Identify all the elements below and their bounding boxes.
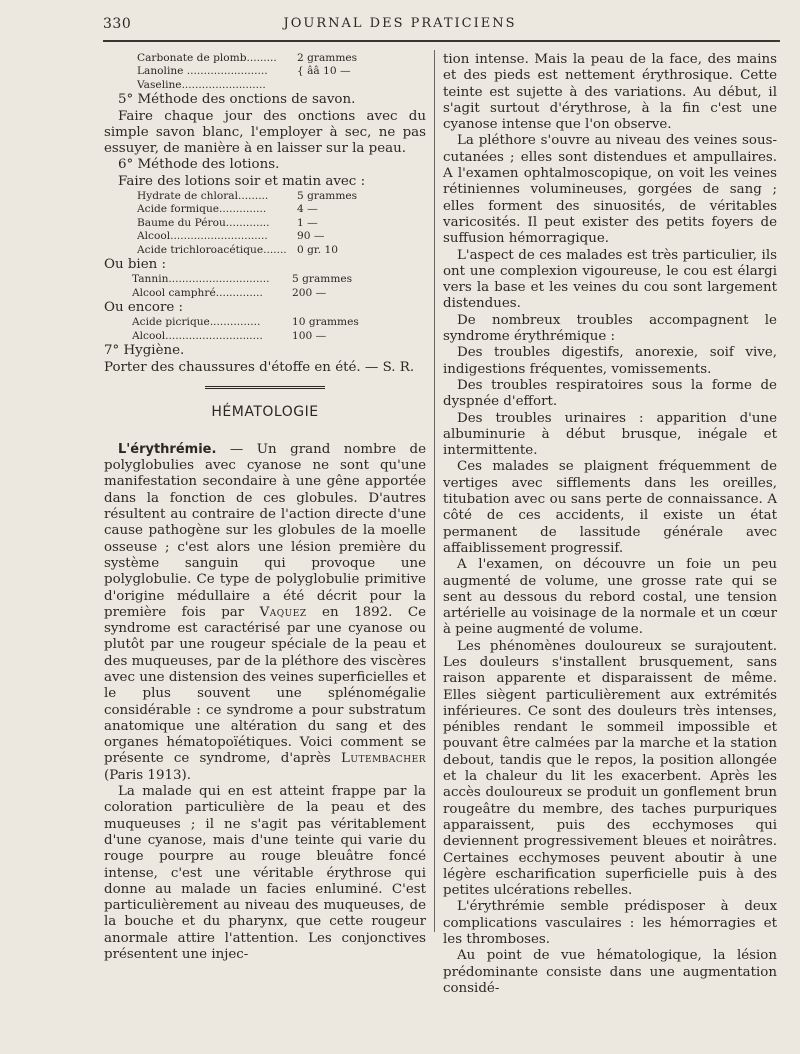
section-divider: [205, 386, 325, 390]
erythremie-paragraph: [104, 442, 426, 784]
quantity: 2 grammes: [297, 52, 358, 64]
author-name: Vaquez: [259, 604, 307, 620]
paragraph: Des troubles respiratoires sous la forme de dyspnée d'effort.: [443, 377, 777, 410]
paragraph: Ces malades se plaignent fréquemment de vertiges avec sifflements dans les oreilles, titubation avec ou sans perte de connaissance. A côté de ces accidents, il existe un état permanent de lassitude générale avec affaiblissement progressif.: [443, 459, 777, 556]
quantity: { ââ 10 —: [297, 65, 351, 78]
ingredient: Alcool.............................: [137, 230, 268, 243]
right-column: [443, 52, 777, 997]
paragraph: L'aspect de ces malades est très particulier, ils ont une complexion vigoureuse, le cou est élargi vers la base et les veines du cou sont largement distendues.: [443, 247, 777, 312]
recipe-row: [137, 190, 426, 203]
recipe-row: [137, 52, 426, 65]
quantity: 1 —: [297, 216, 318, 229]
running-title: JOURNAL DES PRATICIENS: [283, 16, 517, 31]
method5-title: 5° Méthode des onctions de savon.: [118, 92, 356, 108]
quantity: 10 grammes: [292, 316, 359, 329]
quantity: 5 grammes: [292, 273, 353, 286]
page-number: 330: [103, 16, 132, 32]
method6-intro: Faire des lotions soir et matin avec :: [118, 173, 366, 189]
paragraph: Au point de vue hématologique, la lésion prédominante consiste dans une augmentation considé-: [443, 948, 777, 996]
ou-bien: Ou bien :: [104, 257, 167, 273]
recipe-row: [137, 79, 426, 92]
section-title: HÉMATOLOGIE: [211, 403, 319, 420]
recipe-ointment: [104, 52, 426, 92]
paragraph-text: en 1892. Ce syndrome est caractérisé par une cyanose ou plutôt par une rougeur spéciale de la peau et des muqueuses, par de la pléthore des viscères avec une distension des veines superficielles et le plus souvent une splénomégalie considérable : ce syndrome a pour substratum anatomique une altération du sang et des organes hématopoïétiques. Voici comment se présente ce syndrome, d'après: [104, 604, 427, 767]
paragraph: tion intense. Mais la peau de la face, des mains et des pieds est nettement érythrosique. Cette teinte est sujette à des variations. Au début, il s'agit surtout d'érythrose, à la fin c'est une cyanose intense que l'on observe.: [443, 52, 777, 133]
recipe-row: [137, 230, 426, 243]
ingredient: Alcool.............................: [132, 329, 263, 342]
ingredient: Carbonate de plomb.........: [137, 52, 277, 64]
header-rule: [103, 40, 780, 42]
quantity: 100 —: [292, 329, 327, 342]
paragraph: La pléthore s'ouvre au niveau des veines sous-cutanées ; elles sont distendues et ampullaires. A l'examen ophtalmoscopique, on voit les veines rétiniennes volumineuses, gorgées de sang ; elles forment des sinuosités, de véritables varicosités. Il peut exister des petits foyers de suffusion hémorragique.: [443, 133, 777, 247]
recipe-row: [132, 273, 426, 286]
left-column: [104, 52, 426, 963]
hygiene-title: 7° Hygiène.: [104, 343, 185, 359]
ou-encore: Ou encore :: [104, 300, 184, 316]
ingredient: Acide picrique...............: [132, 316, 261, 329]
quantity: 5 grammes: [297, 190, 358, 202]
recipe-row: [137, 65, 426, 78]
ingredient: Tannin..............................: [132, 273, 270, 286]
paragraph-text: (Paris 1913).: [104, 767, 191, 783]
quantity: 90 —: [297, 230, 325, 243]
recipe-row: [137, 217, 426, 230]
paragraph: Des troubles digestifs, anorexie, soif vive, indigestions fréquentes, vomissements.: [443, 345, 777, 377]
ingredient: Lanoline ........................: [137, 65, 268, 78]
recipe-row: [132, 330, 426, 343]
recipe-lotion: [104, 190, 426, 257]
ingredient: Hydrate de chloral.........: [137, 190, 269, 202]
quantity: 4 —: [297, 203, 318, 216]
recipe-row: [132, 287, 426, 300]
run-in-heading: L'érythrémie.: [118, 441, 217, 457]
recipe-row: [132, 316, 426, 329]
hygiene-text: Porter des chaussures d'étoffe en été. — S. R.: [104, 359, 415, 375]
recipe-tannin: [104, 273, 426, 300]
ingredient: Vaseline.........................: [137, 78, 266, 91]
paragraph: Des troubles urinaires : apparition d'une albuminurie à début brusque, inégale et intermittente.: [443, 410, 777, 459]
paragraph: L'érythrémie semble prédisposer à deux complications vasculaires : les hémorragies et les thromboses.: [443, 899, 777, 948]
method6-title: 6° Méthode des lotions.: [118, 157, 280, 173]
author-name: Lutembacher: [341, 751, 426, 767]
ingredient: Alcool camphré..............: [132, 286, 263, 299]
paragraph: A l'examen, on découvre un foie un peu augmenté de volume, une grosse rate qui se sent au dessous du rebord costal, une tension artérielle au voisinage de la normale et un cœur à peine augmenté de volume.: [443, 557, 777, 638]
recipe-picric: [104, 316, 426, 343]
ingredient: Acide trichloroacétique.......: [137, 243, 287, 256]
column-rule: [434, 50, 435, 932]
ingredient: Acide formique..............: [137, 203, 267, 216]
paragraph: Les phénomènes douloureux se surajoutent. Les douleurs s'installent brusquement, sans raison apparente et disparaissent de même. Elles siègent particulièrement aux extrémités inférieures. Ce sont des douleurs très intenses, pénibles rendant le sommeil impossible et pouvant être calmées par la marche et la station debout, tandis que le repos, la position allongée et la chaleur du lit les exacerbent. Après les accès douloureux se produit un gonflement brun rougeâtre du membre, des taches purpuriques apparaissent, puis des ecchymoses qui deviennent progressivement bleues et noirâtres. Certaines ecchymoses peuvent aboutir à une légère escharification superficielle puis à des petites ulcérations rebelles.: [443, 638, 777, 899]
erythremie-paragraph-2: La malade qui en est atteint frappe par la coloration particulière de la peau et des muqueuses ; il ne s'agit pas véritablement d'une cyanose, mais d'une teinte qui varie du rouge pourpre au rouge bleuâtre foncé intense, c'est une véritable érythrose qui donne au malade un facies enluminé. C'est particulièrement au niveau des muqueuses, de la bouche et du pharynx, que cette rougeur anormale attire l'attention. Les conjonctives présentent une injec-: [104, 784, 426, 963]
recipe-row: [137, 244, 426, 257]
quantity: 0 gr. 10: [297, 243, 339, 256]
quantity: 200 —: [292, 286, 327, 299]
recipe-row: [137, 203, 426, 216]
ingredient: Baume du Pérou.............: [137, 216, 270, 229]
method5-text: Faire chaque jour des onctions avec du simple savon blanc, l'employer à sec, ne pas essuyer, de manière à en laisser sur la peau.: [104, 108, 426, 157]
paragraph: De nombreux troubles accompagnent le syndrome érythrémique :: [443, 312, 777, 345]
paragraph-text: — Un grand nombre de polyglobulies avec cyanose ne sont qu'une manifestation secondaire à une gêne apportée dans la fonction de ces globules. D'autres résultent au contraire de l'action directe d'une cause pathogène sur les globules de la moelle osseuse ; c'est alors une lésion première du système sanguin qui provoque une polyglobulie. Ce type de polyglobulie primitive d'origine médullaire a été décrit pour la première fois par: [104, 441, 426, 620]
